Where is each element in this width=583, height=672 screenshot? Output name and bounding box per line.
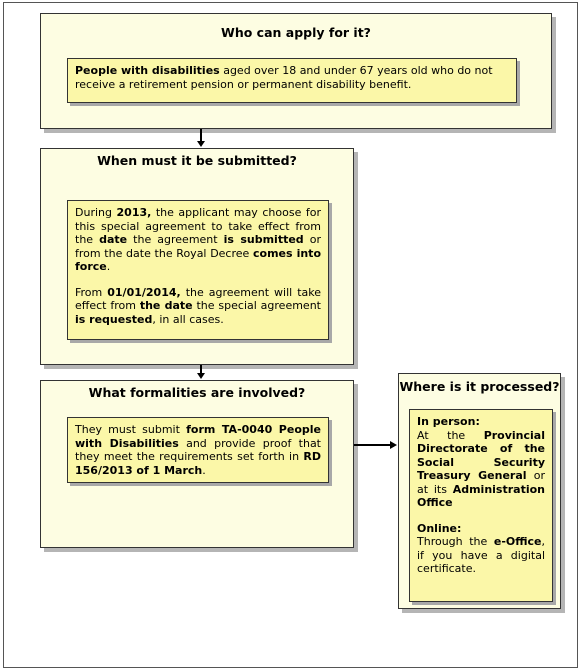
- arrow-right-icon: [390, 441, 397, 449]
- when-p2: From 01/01/2014, the agreement will take effect from the date the special agreement is requested, in all cases.: [75, 285, 322, 326]
- formalities-title: What formalities are involved?: [88, 385, 306, 400]
- who-bold: People with disabilities: [75, 64, 220, 77]
- where-note: [409, 409, 553, 602]
- where-p2: Through the e-Office, if you have a digital certificate.: [417, 535, 545, 575]
- who-panel: [40, 13, 552, 129]
- when-note: [67, 200, 329, 340]
- where-title: Where is it processed?: [399, 379, 560, 394]
- connector-formalities-where: [354, 444, 390, 446]
- formalities-panel: [40, 380, 354, 548]
- formalities-note: [67, 417, 329, 483]
- where-p1: At the Provincial Directorate of the Social Security Treasury General or at its Administration Office: [417, 428, 545, 509]
- connector-when-formalities: [200, 365, 202, 373]
- formalities-p1: They must submit form TA-0040 People with Disabilities and provide proof that they meet the requirements set forth in RD 156/2013 of 1 March.: [75, 423, 321, 477]
- where-in-person-label: In person:: [417, 415, 480, 428]
- connector-who-when: [200, 129, 202, 141]
- when-title: When must it be submitted?: [97, 153, 297, 168]
- where-online-label: Online:: [417, 521, 462, 535]
- who-text: [75, 64, 509, 91]
- who-note: [67, 58, 517, 103]
- arrow-down-icon: [197, 141, 205, 147]
- where-panel: [398, 373, 561, 609]
- arrow-down-icon: [197, 373, 205, 379]
- who-title: Who can apply for it?: [221, 25, 371, 40]
- when-p1: During 2013, the applicant may choose for this special agreement to take effect from the date the agreement is submitted or from the date the Royal Decree comes into force.: [75, 206, 321, 273]
- when-panel: [40, 148, 354, 365]
- who-rest: aged over 18 and under 67 years old who do not receive a retirement pension or permanent disability benefit.: [75, 64, 493, 91]
